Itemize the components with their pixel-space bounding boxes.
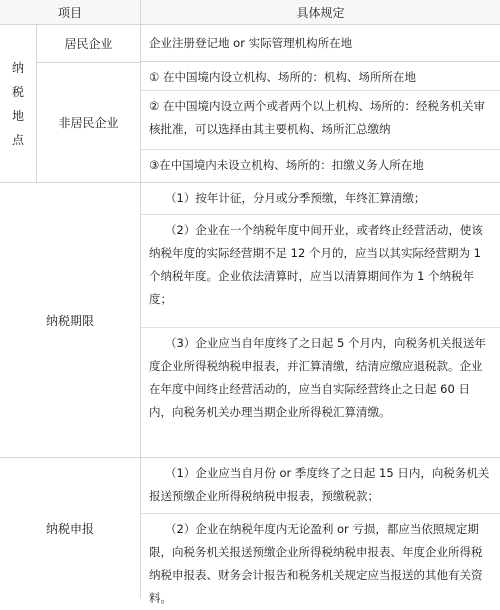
tax-filing-content bbox=[141, 458, 500, 605]
tax-place-content bbox=[141, 25, 500, 182]
tax-place-section bbox=[0, 25, 500, 183]
detail-column-header: 具体规定 bbox=[296, 5, 345, 20]
nonresident-rule-1: ① 在中国境内设立机构、场所的：机构、场所所在地 bbox=[141, 62, 500, 91]
tax-place-vertical-label bbox=[0, 25, 37, 182]
tax-place-char: 纳 bbox=[11, 60, 24, 75]
nonresident-enterprise-label: 非居民企业 bbox=[58, 116, 119, 130]
tax-period-rule-1: （1）按年计征，分月或分季预缴，年终汇算清缴； bbox=[141, 183, 500, 215]
tax-place-sub-labels bbox=[37, 25, 140, 182]
tax-period-content bbox=[141, 183, 500, 457]
nonresident-rule-3: ③在中国境内未设立机构、场所的：扣缴义务人所在地 bbox=[149, 158, 424, 172]
tax-filing-label: 纳税申报 bbox=[0, 458, 141, 598]
nonresident-rule-2: ② 在中国境内设立两个或者两个以上机构、场所的：经税务机关审核批准，可以选择由其主要机构、场所汇总缴纳 bbox=[141, 91, 500, 150]
tax-period-label: 纳税期限 bbox=[0, 183, 141, 457]
tax-filing-section bbox=[0, 458, 500, 605]
resident-enterprise-label: 居民企业 bbox=[37, 25, 140, 63]
tax-period-rule-3: （3）企业应当自年度终了之日起 5 个月内，向税务机关报送年度企业所得税纳税申报表，并汇算清缴，结清应缴应退税款。企业在年度中间终止经营活动的，应当自实际经营终止之日起 60 日内，向税务机关办理当期企业所得税汇算清缴。 bbox=[149, 336, 486, 419]
tax-place-char: 点 bbox=[11, 132, 24, 147]
resident-rule: 企业注册登记地 or 实际管理机构所在地 bbox=[141, 25, 500, 62]
tax-period-rule-2: （2）企业在一个纳税年度中间开业，或者终止经营活动，使该纳税年度的实际经营期不足 12 个月的，应当以其实际经营期为 1 个纳税年度。企业依法清算时，应当以清算期间作为 1 个纳税年度； bbox=[141, 215, 500, 328]
tax-place-labels bbox=[0, 25, 141, 182]
tax-filing-rule-2: （2）企业在纳税年度内无论盈利 or 亏损，都应当依照规定期限，向税务机关报送预缴企业所得税纳税申报表、年度企业所得税纳税申报表、财务会计报告和税务机关规定应当报送的其他有关资料。 bbox=[149, 522, 483, 605]
tax-period-section bbox=[0, 183, 500, 458]
item-column-header: 项目 bbox=[0, 0, 141, 24]
tax-place-char: 税 bbox=[11, 84, 24, 99]
tax-place-char: 地 bbox=[11, 108, 24, 123]
tax-filing-rule-1: （1）企业应当自月份 or 季度终了之日起 15 日内，向税务机关报送预缴企业所得税纳税申报表，预缴税款； bbox=[141, 458, 500, 514]
table-header bbox=[0, 0, 500, 25]
